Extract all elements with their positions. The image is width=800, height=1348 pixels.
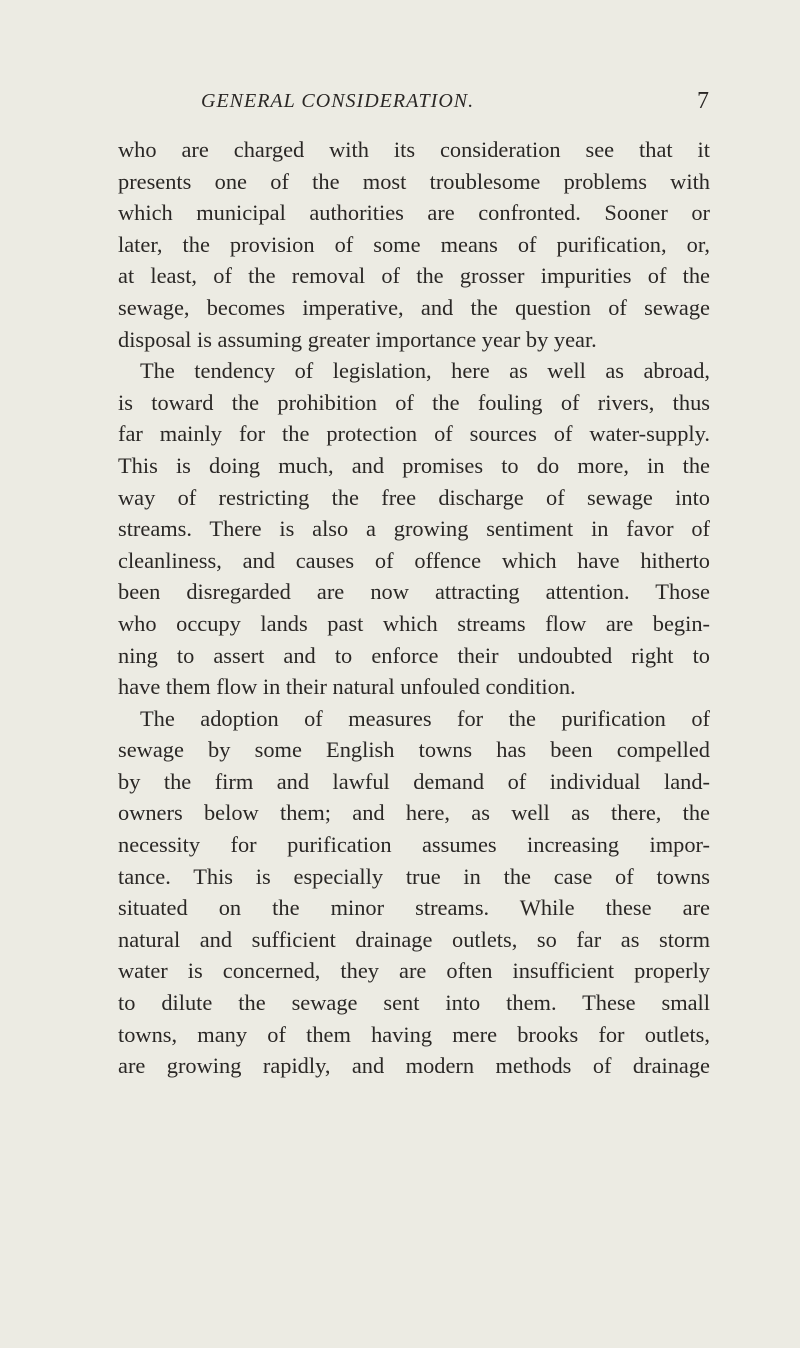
text-line: ning to assert and to enforce their undoubted right to <box>118 642 710 668</box>
text-line: sewage by some English towns has been compelled <box>118 737 710 763</box>
text-line: at least, of the removal of the grosser impurities of the <box>118 263 710 289</box>
text-line: cleanliness, and causes of offence which have hitherto <box>118 547 710 573</box>
text-line: situated on the minor streams. While these are <box>118 895 710 921</box>
page-number: 7 <box>697 88 709 114</box>
text-line: The adoption of measures for the purification of <box>140 705 710 731</box>
text-line: presents one of the most troublesome problems with <box>118 168 710 194</box>
text-line: by the firm and lawful demand of individual land- <box>118 768 710 794</box>
text-line: necessity for purification assumes increasing impor- <box>118 832 710 858</box>
text-line: later, the provision of some means of purification, or, <box>118 231 710 257</box>
text-line: water is concerned, they are often insufficient properly <box>118 958 710 984</box>
text-line: to dilute the sewage sent into them. These small <box>118 990 710 1016</box>
text-line: The tendency of legislation, here as well as abroad, <box>140 358 710 384</box>
body-text <box>118 134 710 1082</box>
text-line: natural and sufficient drainage outlets, so far as storm <box>118 926 710 952</box>
text-line: way of restricting the free discharge of sewage into <box>118 484 710 510</box>
text-line: disposal is assuming greater importance year by year. <box>118 326 597 352</box>
text-line: sewage, becomes imperative, and the question of sewage <box>118 294 710 320</box>
text-line: who occupy lands past which streams flow are begin- <box>118 610 710 636</box>
text-line: which municipal authorities are confronted. Sooner or <box>118 200 710 226</box>
text-line: tance. This is especially true in the case of towns <box>118 863 710 889</box>
text-line: This is doing much, and promises to do more, in the <box>118 452 710 478</box>
running-head <box>201 90 709 120</box>
running-title: GENERAL CONSIDERATION. <box>201 90 475 112</box>
text-line: towns, many of them having mere brooks for outlets, <box>118 1021 710 1047</box>
text-line: been disregarded are now attracting attention. Those <box>118 579 710 605</box>
text-line: far mainly for the protection of sources of water-supply. <box>118 421 710 447</box>
text-line: are growing rapidly, and modern methods of drainage <box>118 1053 710 1079</box>
text-line: owners below them; and here, as well as there, the <box>118 800 710 826</box>
text-line: who are charged with its consideration see that it <box>118 137 710 162</box>
text-line: streams. There is also a growing sentiment in favor of <box>118 516 710 542</box>
text-line: have them flow in their natural unfouled condition. <box>118 674 576 700</box>
text-line: is toward the prohibition of the fouling of rivers, thus <box>118 389 710 415</box>
